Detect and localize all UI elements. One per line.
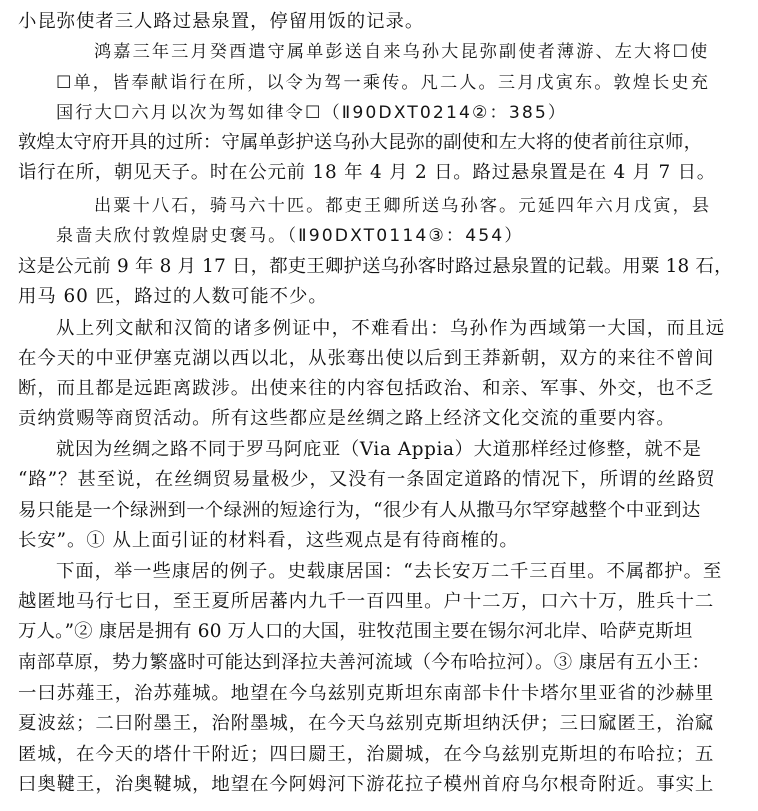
text-line-17: 匿城，在今天的塔什干附近；四曰罽王，治罽城，在今乌兹别克斯坦的布哈拉；五 <box>18 744 715 765</box>
text-line-14: 南部草原，势力繁盛时可能达到泽拉夫善河流域（今布哈拉河）。③ 康居有五小王： <box>18 652 711 673</box>
quoted-slip-line-1: 鸿嘉三年三月癸酉遣守属单彭送自来乌孙大昆弥副使者薄游、左大将☐使 <box>94 42 710 62</box>
text-line-12: 越匿地马行七日，至王夏所居蕃内九千一百四里。户十二万，口六十万，胜兵十二 <box>18 591 715 612</box>
text-line-13: 万人。”② 康居是拥有 60 万人口的大国，驻牧范围主要在锡尔河北岸、哈萨克斯坦 <box>18 621 693 642</box>
text-line-15: 一曰苏薤王，治苏薤城。地望在今乌兹别克斯坦东南部卡什卡塔尔里亚省的沙赫里 <box>18 683 715 704</box>
text-line-10: 易只能是一个绿洲到一个绿洲的短途行为，“很少有人从撒马尔罕穿越整个中亚到达 <box>18 500 701 521</box>
quoted-slip-line-2: ☐单，皆奉献诣行在所，以令为驾一乘传。凡二人。三月戊寅东。敦煌长史充 <box>56 73 710 93</box>
text-line-18: 曰奥鞬王，治奥鞬城，地望在今阿姆河下游花拉子模州首府乌尔根奇附近。事实上 <box>18 774 715 795</box>
text-line-3: 诣行在所，朝见天子。时在公元前 18 年 4 月 2 日。路过悬泉置是在 4 月 7 日。 <box>18 162 716 183</box>
text-line-8: 贡纳赏赐等商贸活动。所有这些都应是丝绸之路上经济文化交流的重要内容。 <box>18 408 676 429</box>
paragraph-start-line: 就因为丝绸之路不同于罗马阿庇亚（Via Appia）大道那样经过修整，就不是 <box>56 439 702 460</box>
paragraph-start-line: 从上列文献和汉简的诸多例证中，不难看出：乌孙作为西域第一大国，而且远 <box>56 318 726 339</box>
quoted-slip-line-5: 泉啬夫欣付敦煌尉史褒马。（Ⅱ90DXT0114③：454） <box>56 226 524 246</box>
text-line-4: 这是公元前 9 年 8 月 17 日，都吏王卿护送乌孙客时路过悬泉置的记载。用粟 18 石， <box>18 256 733 277</box>
text-line-1: 小昆弥使者三人路过悬泉置，停留用饭的记录。 <box>18 11 425 32</box>
text-line-11: 长安”。① 从上面引证的材料看，这些观点是有待商榷的。 <box>18 530 519 551</box>
text-line-16: 夏波兹；二曰附墨王，治附墨城，在今天乌兹别克斯坦纳沃伊；三曰窳匿王，治窳 <box>18 713 715 734</box>
quoted-slip-line-4: 出粟十八石，骑马六十匹。都吏王卿所送乌孙客。元延四年六月戊寅，县 <box>94 196 712 216</box>
text-line-6: 在今天的中亚伊塞克湖以西以北，从张骞出使以后到王莽新朝，双方的来往不曾间 <box>18 348 715 369</box>
text-line-2: 敦煌太守府开具的过所：守属单彭护送乌孙大昆弥的副使和左大将的使者前往京师， <box>18 132 703 153</box>
text-line-5: 用马 60 匹，路过的人数可能不少。 <box>18 286 328 307</box>
quoted-slip-line-3: 国行大☐六月以次为驾如律令☐（Ⅱ90DXT0214②：385） <box>56 103 568 123</box>
paragraph-start-line: 下面，举一些康居的例子。史载康居国：“去长安万二千三百里。不属都护。至 <box>56 561 723 582</box>
text-line-9: “路”？甚至说，在丝绸贸易量极少，又没有一条固定道路的情况下，所谓的丝路贸 <box>18 469 716 490</box>
text-line-7: 断，而且都是远距离跋涉。出使来往的内容包括政治、和亲、军事、外交，也不乏 <box>18 378 715 399</box>
